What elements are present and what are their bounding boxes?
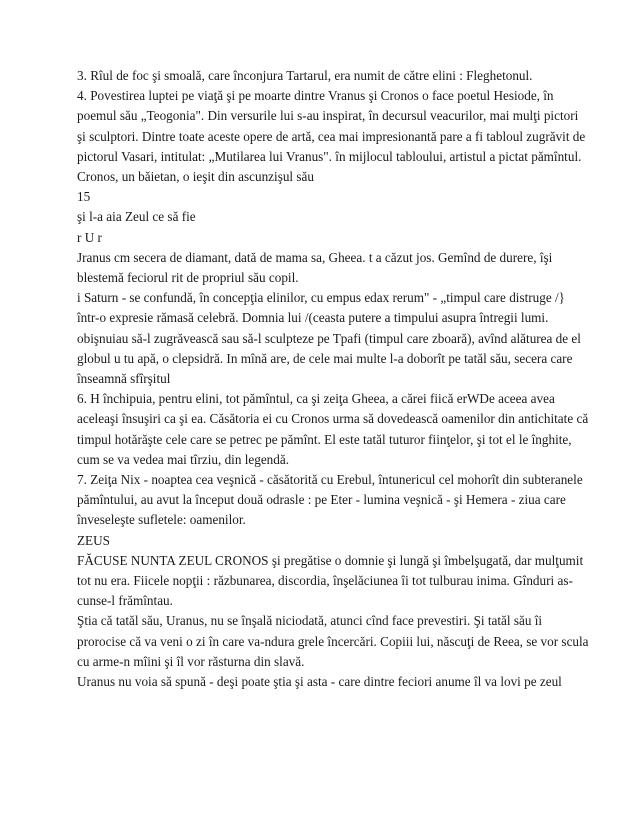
text-line: şi l-a aia Zeul ce să fie [77, 209, 196, 225]
text-line: 7. Zeiţa Nix - noaptea cea veşnică - căsătorită cu Erebul, întunericul cel mohorît din subteranele [77, 472, 583, 488]
text-line: timpul hotărăşte cele care se petrec pe pămînt. El este tatăl tuturor fiinţelor, şi tot el le înghite, [77, 431, 572, 447]
text-line: Ştia că tatăl său, Uranus, nu se înşală niciodată, atunci cînd face prevestiri. Şi tatăl său îi [77, 613, 543, 629]
text-line: obişnuiau să-l zugrăvească sau să-l sculpteze pe Tpafi (timpul care zboară), avînd alăturea de el [77, 330, 581, 346]
text-line: tot nu era. Fiicele nopţii : răzbunarea, discordia, înşelăciunea îi tot tulburau inima. Gînduri as- [77, 573, 573, 589]
text-line: Jranus cm secera de diamant, dată de mama sa, Gheea. t a căzut jos. Gemînd de durere, îşi [77, 249, 553, 265]
text-line: cu arme-n mîini şi îl vor răsturna din slavă. [77, 653, 305, 669]
text-line: 6. H închipuia, pentru elini, tot pămîntul, ca şi zeiţa Gheea, a cărei fiică erWDe aceea avea [77, 391, 555, 407]
text-line: 3. Rîul de foc şi smoală, care înconjura Tartarul, era numit de către elini : Fleghetonul. [77, 68, 533, 83]
text-line: cunse-l frămîntau. [77, 593, 173, 609]
text-line: înveseleşte sufletele: oamenilor. [77, 512, 246, 528]
text-line: Uranus nu voia să spună - deşi poate ştia şi asta - care dintre feciori anume îl va lovi pe zeul [77, 674, 562, 690]
text-line: blestemă feciorul rit de propriul său copil. [77, 270, 299, 286]
text-line: pictorul Vasari, intitulat: „Mutilarea lui Vranus". în mijlocul tabloului, artistul a pictat pămîntul. [77, 148, 582, 164]
text-line: pămîntului, au avut la început două odrasle : pe Eter - lumina veşnică - şi Hemera - ziua care [77, 492, 566, 508]
text-line: FĂCUSE NUNTA ZEUL CRONOS şi pregătise o domnie şi lungă şi îmbelşugată, dar mulţumit [77, 552, 584, 568]
text-line: într-o expresie rămasă celebră. Domnia lui /(ceasta putere a timpului asupra întregii lumi. [77, 310, 549, 326]
text-line: prorocise că va veni o zi în care va-ndura grele încercări. Copiii lui, născuţi de Reea, se vor scula [77, 633, 589, 649]
page-number: 15 [77, 189, 91, 205]
text-line: i Saturn - se confundă, în concepţia elinilor, cu empus edax rerum" - „timpul care distruge /} [77, 290, 565, 306]
text-line: globul u tu apă, o clepsidră. In mînă are, de cele mai multe l-a doborît pe tatăl său, secera care [77, 350, 573, 366]
text-line: r U r [77, 229, 102, 245]
section-heading: ZEUS [77, 532, 110, 548]
document-text [77, 66, 589, 692]
text-line: şi sculptori. Dintre toate aceste opere de artă, cea mai impresionantă pare a fi tabloul zugrăvit de [77, 128, 586, 144]
text-line: Cronos, un băietan, o ieşit din ascunzişul său [77, 169, 314, 185]
text-line: înseamnă sfîrşitul [77, 371, 171, 387]
text-line: poemul său „Teogonia". Din versurile lui s-au inspirat, în decursul veacurilor, mai mulţi pictori [77, 108, 579, 124]
text-line: aceleaşi însuşiri ca şi ea. Căsătoria ei cu Cronos urma să dovedească oamenilor din antichitate că [77, 411, 589, 427]
text-line: 4. Povestirea luptei pe viaţă şi pe moarte dintre Vranus şi Cronos o face poetul Hesiode, în [77, 88, 554, 104]
text-line: cum se va vedea mai tîrziu, din legendă. [77, 451, 290, 467]
